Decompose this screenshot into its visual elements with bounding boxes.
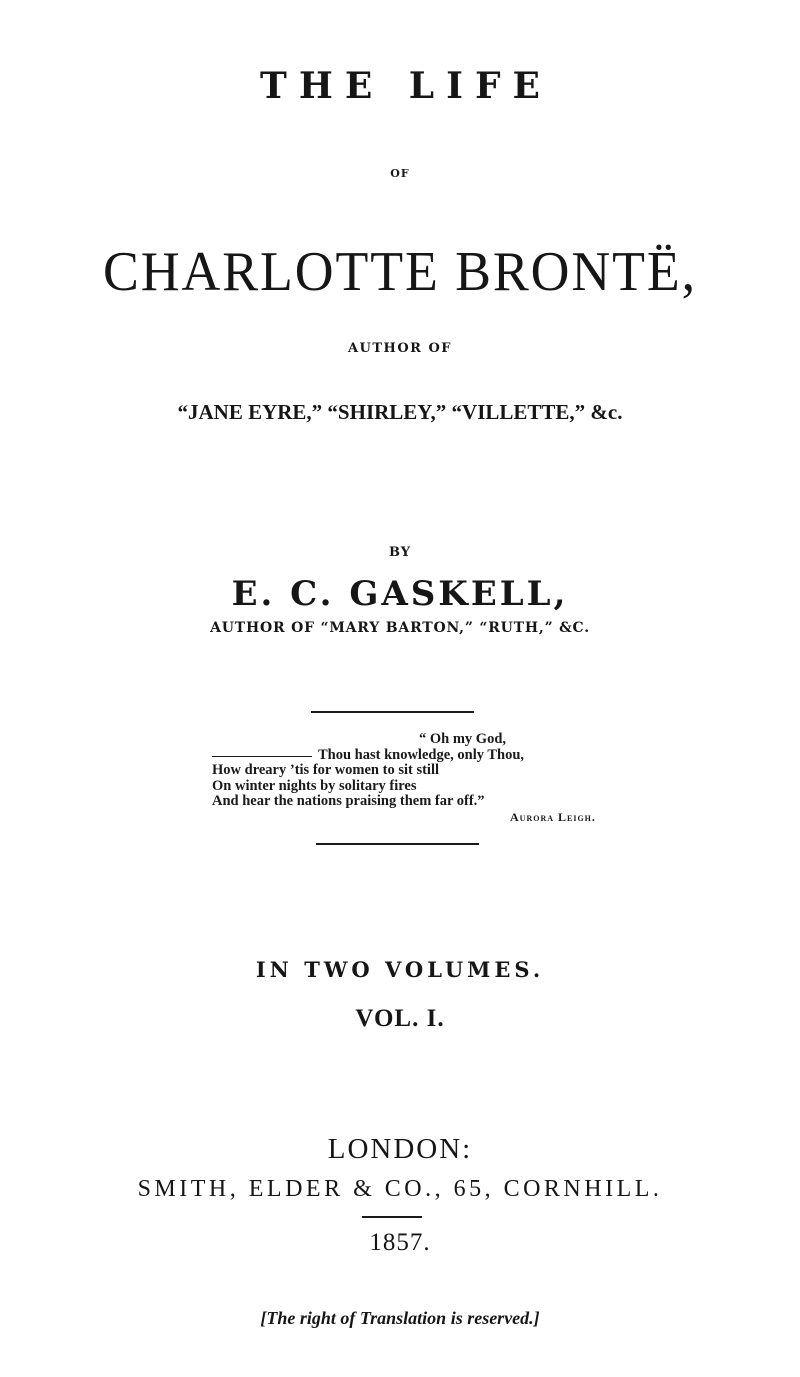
epigraph-top-rule [311, 711, 474, 713]
epigraph-dash [212, 756, 312, 758]
imprint-rule [362, 1216, 422, 1218]
volume-count: IN TWO VOLUMES. [255, 957, 545, 982]
epigraph-attribution: Aurora Leigh. [510, 809, 596, 824]
book-title: THE LIFE [260, 65, 552, 107]
volume-number: VOL. I. [355, 1005, 445, 1032]
by-label: BY [388, 545, 412, 560]
author-name: E. C. GASKELL, [231, 574, 569, 614]
epigraph-line: And hear the nations praising them far off.” [212, 793, 485, 809]
epigraph-line-with-dash [212, 748, 592, 764]
epigraph-line: How dreary ’tis for women to sit still [212, 762, 440, 778]
epigraph [212, 731, 596, 825]
imprint-city: LONDON: [327, 1133, 473, 1165]
epigraph-line: Thou hast knowledge, only Thou, [318, 746, 525, 763]
epigraph-line: On winter nights by solitary fires [212, 777, 417, 794]
rights-notice: [The right of Translation is reserved.] [260, 1308, 540, 1328]
title-connector-of: OF [390, 167, 410, 180]
imprint-year: 1857. [369, 1229, 431, 1256]
subject-name: CHARLOTTE BRONTË, [102, 241, 698, 303]
epigraph-bottom-rule [316, 843, 479, 845]
subject-author-of-label: AUTHOR OF [347, 341, 453, 356]
epigraph-line: “ Oh my God, [419, 731, 507, 747]
imprint-publisher: SMITH, ELDER & CO., 65, CORNHILL. [137, 1176, 663, 1202]
subject-works: “JANE EYRE,” “SHIRLEY,” “VILLETTE,” &c. [177, 400, 623, 424]
author-works: AUTHOR OF “MARY BARTON,” “RUTH,” &C. [210, 620, 590, 636]
